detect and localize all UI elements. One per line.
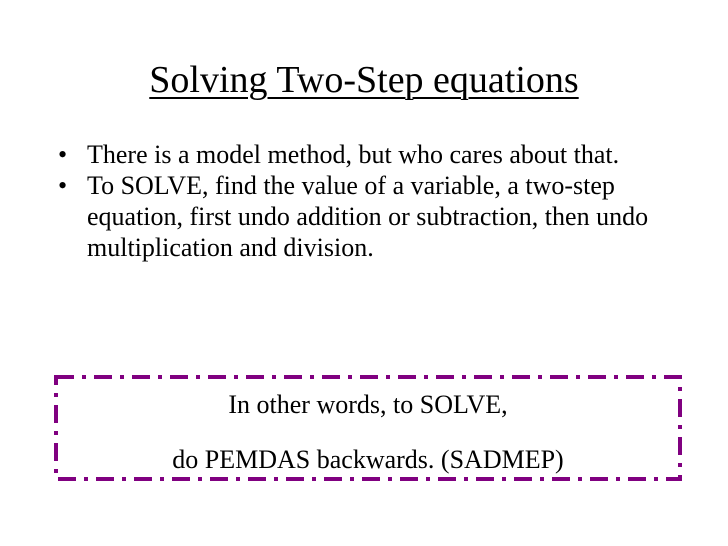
slide-title: Solving Two-Step equations bbox=[149, 59, 579, 101]
bullet-text: There is a model method, but who cares about that. bbox=[87, 140, 620, 169]
bullet-dot-icon: • bbox=[58, 140, 68, 169]
bullet-text: To SOLVE, find the value of a variable, a two-step equation, first undo addition or subtraction, then undo multiplication and division. bbox=[87, 171, 649, 262]
callout-line-1: In other words, to SOLVE, bbox=[228, 390, 508, 419]
callout-line-2: do PEMDAS backwards. (SADMEP) bbox=[172, 445, 564, 474]
bullet-dot-icon: • bbox=[58, 171, 68, 200]
